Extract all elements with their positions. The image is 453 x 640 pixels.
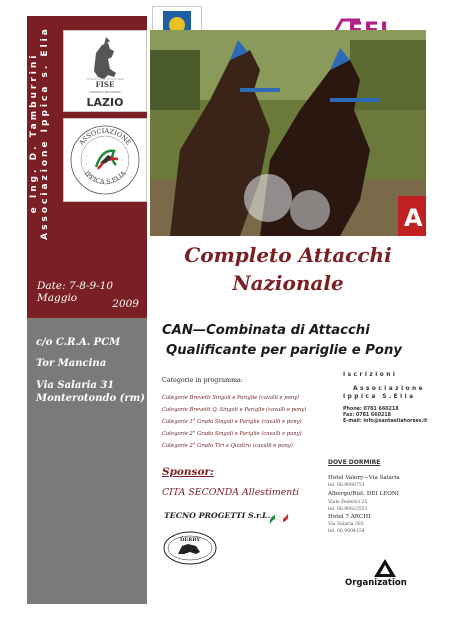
iscrizioni-org: Associazione xyxy=(353,386,426,392)
svg-text:ASSOCIAZIONE: ASSOCIAZIONE xyxy=(77,126,133,147)
hotel-detail: Via Salaria 302 xyxy=(328,522,364,527)
event-title: Completo Attacchi xyxy=(184,243,392,267)
event-date-year: 2009 xyxy=(112,298,139,310)
hotel-name: Hotel 7 ARCHI xyxy=(328,514,371,520)
hotel-name: Hotel Valery—Via Salaria xyxy=(328,475,400,481)
derby-logo xyxy=(162,530,218,566)
svg-text:IPPICA S.ELIA: IPPICA S.ELIA xyxy=(82,169,128,186)
horses-photo-illustration xyxy=(150,30,426,236)
svg-text:DERBY: DERBY xyxy=(179,537,201,543)
sponsor-name-2: TECNO PROGETTI S.r.L. xyxy=(164,511,271,520)
venue-line: Via Salaria 31 xyxy=(36,380,115,391)
event-date-days: Date: 7-8-9-10 Maggio xyxy=(37,280,114,304)
fise-lazio-logo xyxy=(63,30,147,112)
category-item: Categorie 2° Grado Tiri a Quattro (cavalli e pony) xyxy=(162,443,293,449)
venue-line: Tor Mancina xyxy=(36,358,107,369)
iscrizioni-org-2: Ippica S.Elia xyxy=(343,394,416,400)
venue-line: c/o C.R.A. PCM xyxy=(36,337,121,348)
hotel-detail: tel. 06.9004154 xyxy=(328,529,365,534)
hotel-name: Albergo/Rist. DEI LEONI xyxy=(328,491,399,497)
svg-text:FISE: FISE xyxy=(95,80,115,89)
iscrizioni-fax: Fax: 0781 660218 xyxy=(343,413,391,418)
horse-rider-icon xyxy=(64,31,146,111)
event-title-2: Nazionale xyxy=(232,271,344,295)
categories-heading: Categorie in programma: xyxy=(162,377,243,384)
italian-flag-icon xyxy=(268,510,290,526)
iscrizioni-heading: Iscrizioni xyxy=(343,372,398,378)
iscrizioni-phone: Phone: 0781 660218 xyxy=(343,407,399,412)
sponsor-name: CITA SECONDA Allestimenti xyxy=(162,487,300,498)
svg-text:A: A xyxy=(404,204,423,232)
dove-dormire-heading: DOVE DORMIRE xyxy=(328,459,381,466)
svg-text:LAZIO: LAZIO xyxy=(86,96,124,109)
sidebar-vertical-text xyxy=(27,16,63,266)
hotel-detail: tel. 06.90623551 xyxy=(328,507,368,512)
category-item: Categorie Brevetti Singoli e Pariglie (cavalli e pony) xyxy=(162,395,300,401)
event-dates xyxy=(27,266,147,318)
organization-label: Organization xyxy=(345,578,407,588)
association-seal-icon xyxy=(64,119,146,201)
category-item: Categorie 1° Grado Singoli e Pariglie (cavalli e pony) xyxy=(162,419,302,425)
venue-address xyxy=(27,318,147,604)
association-name: Associazione Ippica s. Elia xyxy=(40,26,50,240)
category-item: Categorie Brevetti Q. Singoli e Pariglie (cavalli e pony) xyxy=(162,407,307,413)
svg-text:COMITATO REGIONALE: COMITATO REGIONALE xyxy=(89,90,121,94)
organization-logo-icon xyxy=(373,558,397,578)
hotel-detail: tel. 06.9068751 xyxy=(328,483,365,488)
iscrizioni-email[interactable]: E-mail: info@santaeliahorses.it xyxy=(343,419,428,424)
association-founder: e Ing. D. Tamburrini xyxy=(29,52,39,214)
sponsor-heading: Sponsor: xyxy=(162,466,214,478)
category-item: Categorie 2° Grado Singoli e Pariglie (cavalli e pony) xyxy=(162,431,302,437)
carriage-horses-photo xyxy=(150,30,426,236)
hotel-detail: Viale Federici 25 xyxy=(328,500,368,505)
can-heading: CAN—Combinata di Attacchi xyxy=(162,323,370,338)
venue-line: Monterotondo (rm) xyxy=(36,393,145,404)
ippica-s-elia-logo xyxy=(63,118,147,202)
can-subheading: Qualificante per pariglie e Pony xyxy=(166,343,402,358)
derby-oval-icon xyxy=(162,530,218,566)
